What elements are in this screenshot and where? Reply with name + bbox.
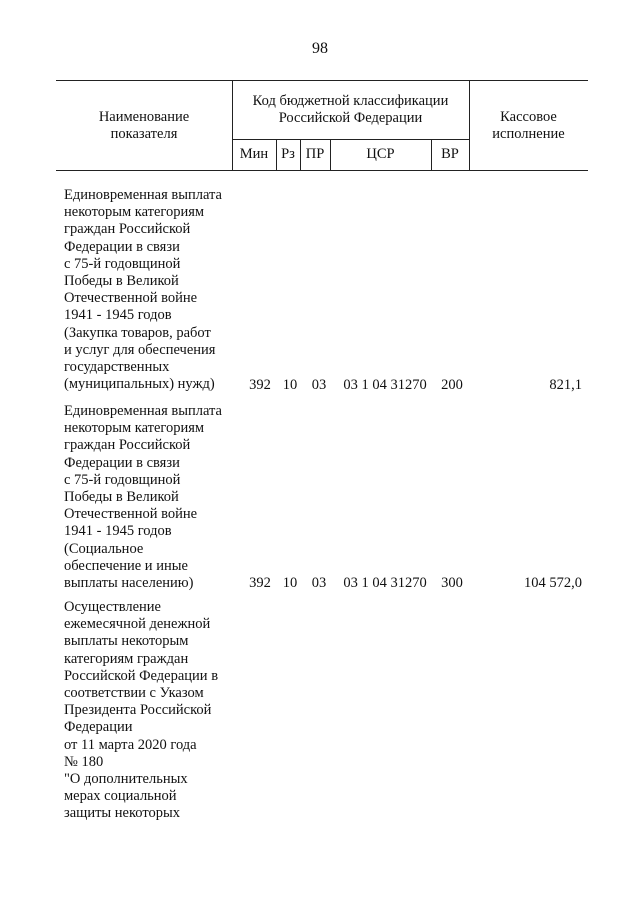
row-min: 392 xyxy=(249,575,271,591)
table-row xyxy=(56,187,588,397)
row-pr: 03 xyxy=(311,575,327,591)
row-vr: 300 xyxy=(441,575,463,591)
header-vr: ВР xyxy=(441,146,459,162)
page-number: 98 xyxy=(312,40,328,57)
header-min: Мин xyxy=(239,146,269,162)
row-name: Осуществление ежемесячной денежной выплаты некоторым категориям граждан Российской Федерации в соответствии с Указом Президента Российской Федерации от 11 марта 2020 года № 180 "О дополнительных мерах социальной защиты некоторых xyxy=(64,599,219,822)
row-csr: 03 1 04 31270 xyxy=(343,377,427,393)
row-amount: 104 572,0 xyxy=(524,575,582,591)
row-name: Единовременная выплата некоторым категориям граждан Российской Федерации в связи с 75-й годовщиной Победы в Великой Отечественной войне 1941 - 1945 годов (Закупка товаров, работ и услуг для обеспечения государственных (муниципальных) нужд) xyxy=(64,187,222,393)
row-pr: 03 xyxy=(311,377,327,393)
row-csr: 03 1 04 31270 xyxy=(343,575,427,591)
row-min: 392 xyxy=(249,377,271,393)
table-row xyxy=(56,403,588,595)
header-amount: Кассовое исполнение xyxy=(492,108,565,142)
row-rz: 10 xyxy=(282,377,298,393)
table-row xyxy=(56,599,588,829)
row-rz: 10 xyxy=(282,575,298,591)
row-name: Единовременная выплата некоторым категориям граждан Российской Федерации в связи с 75-й годовщиной Победы в Великой Отечественной войне 1941 - 1945 годов (Социальное обеспечение и иные выплаты населению) xyxy=(64,403,222,592)
header-rz: Рз xyxy=(281,146,295,162)
table-header xyxy=(56,80,588,171)
header-pr: ПР xyxy=(305,146,325,162)
header-csr: ЦСР xyxy=(366,146,395,162)
header-name: Наименование показателя xyxy=(98,108,190,142)
header-code-group: Код бюджетной классификации Российской Федерации xyxy=(252,93,449,126)
row-amount: 821,1 xyxy=(549,377,582,393)
row-vr: 200 xyxy=(441,377,463,393)
